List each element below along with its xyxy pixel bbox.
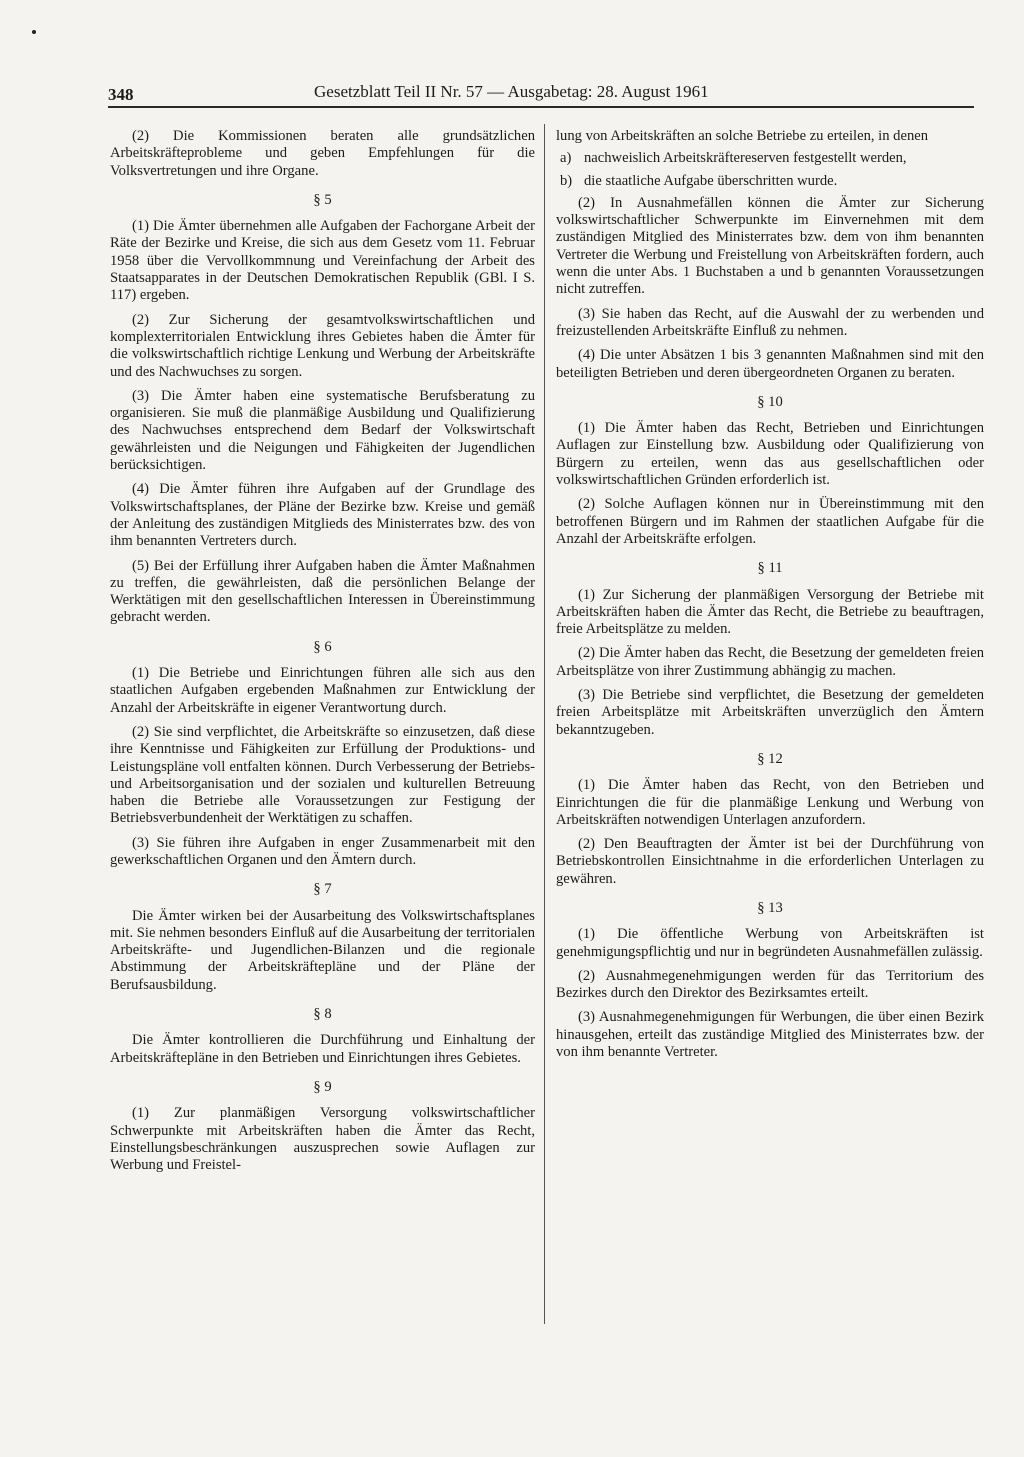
list-marker-b: b) (560, 172, 573, 189)
right-column (556, 128, 984, 1327)
left-column (110, 128, 535, 1327)
paragraph-12-1: (1) Die Ämter haben das Recht, von den Betrieben und Einrichtungen die für die planmäßige Lenkung und Werbung von Arbeitskräften notwendigen Unterlagen anzufordern. (556, 777, 984, 828)
paragraph-6-3: (3) Sie führen ihre Aufgaben in enger Zusammenarbeit mit den gewerkschaftlichen Organen und den Ämtern durch. (110, 834, 535, 868)
paragraph-5-3: (3) Die Ämter haben eine systematische Berufsberatung zu organisieren. Sie muß die planmäßige Ausbildung und Qualifizierung des Nachwuchses entsprechend dem Bedarf der Volkswirtschaft gewährleisten und die Neigungen und Fähigkeiten der Jugendlichen berücksichtigen. (110, 387, 535, 474)
page-number: 348 (108, 85, 134, 104)
paragraph-5-4: (4) Die Ämter führen ihre Aufgaben auf der Grundlage des Volkswirtschaftsplanes, der Pläne der Bezirke bzw. Kreise und gemäß der Anleitung des zuständigen Mitglieds des Ministerrates bzw. des von ihm benannten Vertreters durch. (110, 481, 535, 550)
paragraph-6-2: (2) Sie sind verpflichtet, die Arbeitskräfte so einzusetzen, daß diese ihre Kenntnisse und Fähigkeiten zur Erfüllung der Produktions- und Leistungspläne voll entfalten können. Durch Verbesserung der Betriebs- und Arbeitsorganisation und der sozialen und kulturellen Betreuung haben die Betriebe alle Voraussetzungen zur Festigung der Betriebsverbundenheit der Werktätigen zu schaffen. (110, 723, 535, 827)
page-header (108, 80, 974, 108)
paragraph-9-3: (3) Sie haben das Recht, auf die Auswahl der zu werbenden und freizustellenden Arbeitskräfte Einfluß zu nehmen. (556, 305, 984, 339)
paragraph-9-4: (4) Die unter Absätzen 1 bis 3 genannten Maßnahmen sind mit den beteiligten Betrieben und deren übergeordneten Organen zu beraten. (556, 347, 984, 381)
paragraph-9-2: (2) In Ausnahmefällen können die Ämter zur Sicherung volkswirtschaftlicher Schwerpunkte im Einvernehmen mit dem zuständigen Mitglied des Ministerrates bzw. dem von ihm benannten Vertreter die Werbung und Freistellung von Arbeitskräften fordern, auch wenn die unter Abs. 1 Buchstaben a und b genannten Voraussetzungen nicht zutreffen. (556, 194, 984, 298)
paragraph-13-2: (2) Ausnahmegenehmigungen werden für das Territorium des Bezirkes durch den Direktor des Bezirksamtes erteilt. (556, 967, 984, 1002)
section-13-heading: § 13 (757, 899, 783, 916)
paragraph-5-1: (1) Die Ämter übernehmen alle Aufgaben der Fachorgane Arbeit der Räte der Bezirke und Kreise, die sich aus dem Gesetz vom 11. Februar 1958 über die Vervollkommnung und Vereinfachung der Arbeit des Staatsapparates in der Deutschen Demokratischen Republik (GBl. I S. 117) ergeben. (110, 218, 535, 304)
paragraph-4-2: (2) Die Kommissionen beraten alle grundsätzlichen Arbeitskräfteprobleme und geben Empfehlungen für die Volksvertretungen und ihre Organe. (110, 128, 535, 179)
paragraph-5-2: (2) Zur Sicherung der gesamtvolkswirtschaftlichen und komplexterritorialen Entwicklung ihres Gebietes haben die Ämter für die volkswirtschaftlich richtige Lenkung und Werbung der Arbeitskräfte und des Nachwuchses zu sorgen. (110, 311, 535, 380)
scan-speck (32, 30, 36, 34)
section-11-heading: § 11 (757, 560, 783, 577)
section-9-heading: § 9 (313, 1078, 332, 1095)
section-5-heading: § 5 (313, 191, 332, 208)
list-text-b: die staatliche Aufgabe überschritten wurde. (584, 172, 838, 189)
running-title: Gesetzblatt Teil II Nr. 57 — Ausgabetag: 28. August 1961 (314, 82, 709, 101)
paragraph-11-2: (2) Die Ämter haben das Recht, die Besetzung der gemeldeten freien Arbeitsplätze von ihrer Zustimmung abhängig zu machen. (556, 645, 984, 679)
paragraph-10-2: (2) Solche Auflagen können nur in Übereinstimmung mit den betroffenen Bürgern und im Rahmen der staatlichen Aufgabe für die Anzahl der Arbeitskräfte erfolgen. (556, 496, 984, 547)
paragraph-11-3: (3) Die Betriebe sind verpflichtet, die Besetzung der gemeldeten freien Arbeitsplätze mit Arbeitskräften unverzüglich den Ämtern bekanntzugeben. (556, 687, 984, 738)
paragraph-9-1: (1) Zur planmäßigen Versorgung volkswirtschaftlicher Schwerpunkte mit Arbeitskräften haben die Ämter das Recht, Einstellungsbeschränkungen auszusprechen sowie Auflagen zur Werbung und Freistel- (110, 1105, 535, 1174)
paragraph-13-3: (3) Ausnahmegenehmigungen für Werbungen, die über einen Bezirk hinausgehen, erteilt das zuständige Mitglied des Ministerrates bzw. der von ihm benannte Vertreter. (556, 1009, 984, 1061)
paragraph-5-5: (5) Bei der Erfüllung ihrer Aufgaben haben die Ämter Maßnahmen zu treffen, die gewährleisten, daß die persönlichen Belange der Werktätigen mit den gesellschaftlichen Interessen in Übereinstimmung gebracht werden. (110, 557, 535, 626)
section-8-heading: § 8 (313, 1006, 332, 1023)
column-divider (544, 124, 545, 1324)
paragraph-6-1: (1) Die Betriebe und Einrichtungen führen alle sich aus den staatlichen Aufgaben ergebenden Maßnahmen zur Entwicklung der Anzahl der Arbeitskräfte in eigener Verantwortung durch. (110, 665, 535, 716)
list-item-b (556, 173, 984, 190)
paragraph-11-1: (1) Zur Sicherung der planmäßigen Versorgung der Betriebe mit Arbeitskräften haben die Ämter das Recht, die Betriebe zu beauftragen, freie Arbeitsplätze zu melden. (556, 586, 984, 638)
section-6-heading: § 6 (313, 638, 332, 655)
paragraph-12-2: (2) Den Beauftragten der Ämter ist bei der Durchführung von Betriebskontrollen Einsichtnahme in die erforderlichen Unterlagen zu gewähren. (556, 836, 984, 887)
paragraph-7: Die Ämter wirken bei der Ausarbeitung des Volkswirtschaftsplanes mit. Sie nehmen besonders Einfluß auf die Ausarbeitung der territorialen Arbeitskräfte- und Jugendlichen-Bilanzen und die regionale Abstimmung der Arbeitskräftepläne und der Pläne der Berufsausbildung. (110, 907, 535, 993)
section-7-heading: § 7 (313, 881, 332, 898)
section-12-heading: § 12 (757, 750, 783, 767)
list-text-a: nachweislich Arbeitskräftereserven festgestellt werden, (584, 150, 907, 167)
paragraph-8: Die Ämter kontrollieren die Durchführung und Einhaltung der Arbeitskräftepläne in den Betrieben und Einrichtungen ihres Gebietes. (110, 1032, 535, 1066)
paragraph-10-1: (1) Die Ämter haben das Recht, Betrieben und Einrichtungen Auflagen zur Einstellung bzw. Ausbildung oder Qualifizierung von Bürgern zu erteilen, wenn das aus gesellschaftlichen oder volkswirtschaftlichen Gründen erforderlich ist. (556, 420, 984, 489)
section-10-heading: § 10 (757, 393, 783, 410)
list-marker-a: a) (560, 150, 572, 167)
list-item-a (556, 150, 984, 167)
paragraph-9-1-continued: lung von Arbeitskräften an solche Betriebe zu erteilen, in denen (556, 128, 929, 144)
paragraph-13-1: (1) Die öffentliche Werbung von Arbeitskräften ist genehmigungspflichtig und nur in begründeten Ausnahmefällen zulässig. (556, 926, 984, 960)
